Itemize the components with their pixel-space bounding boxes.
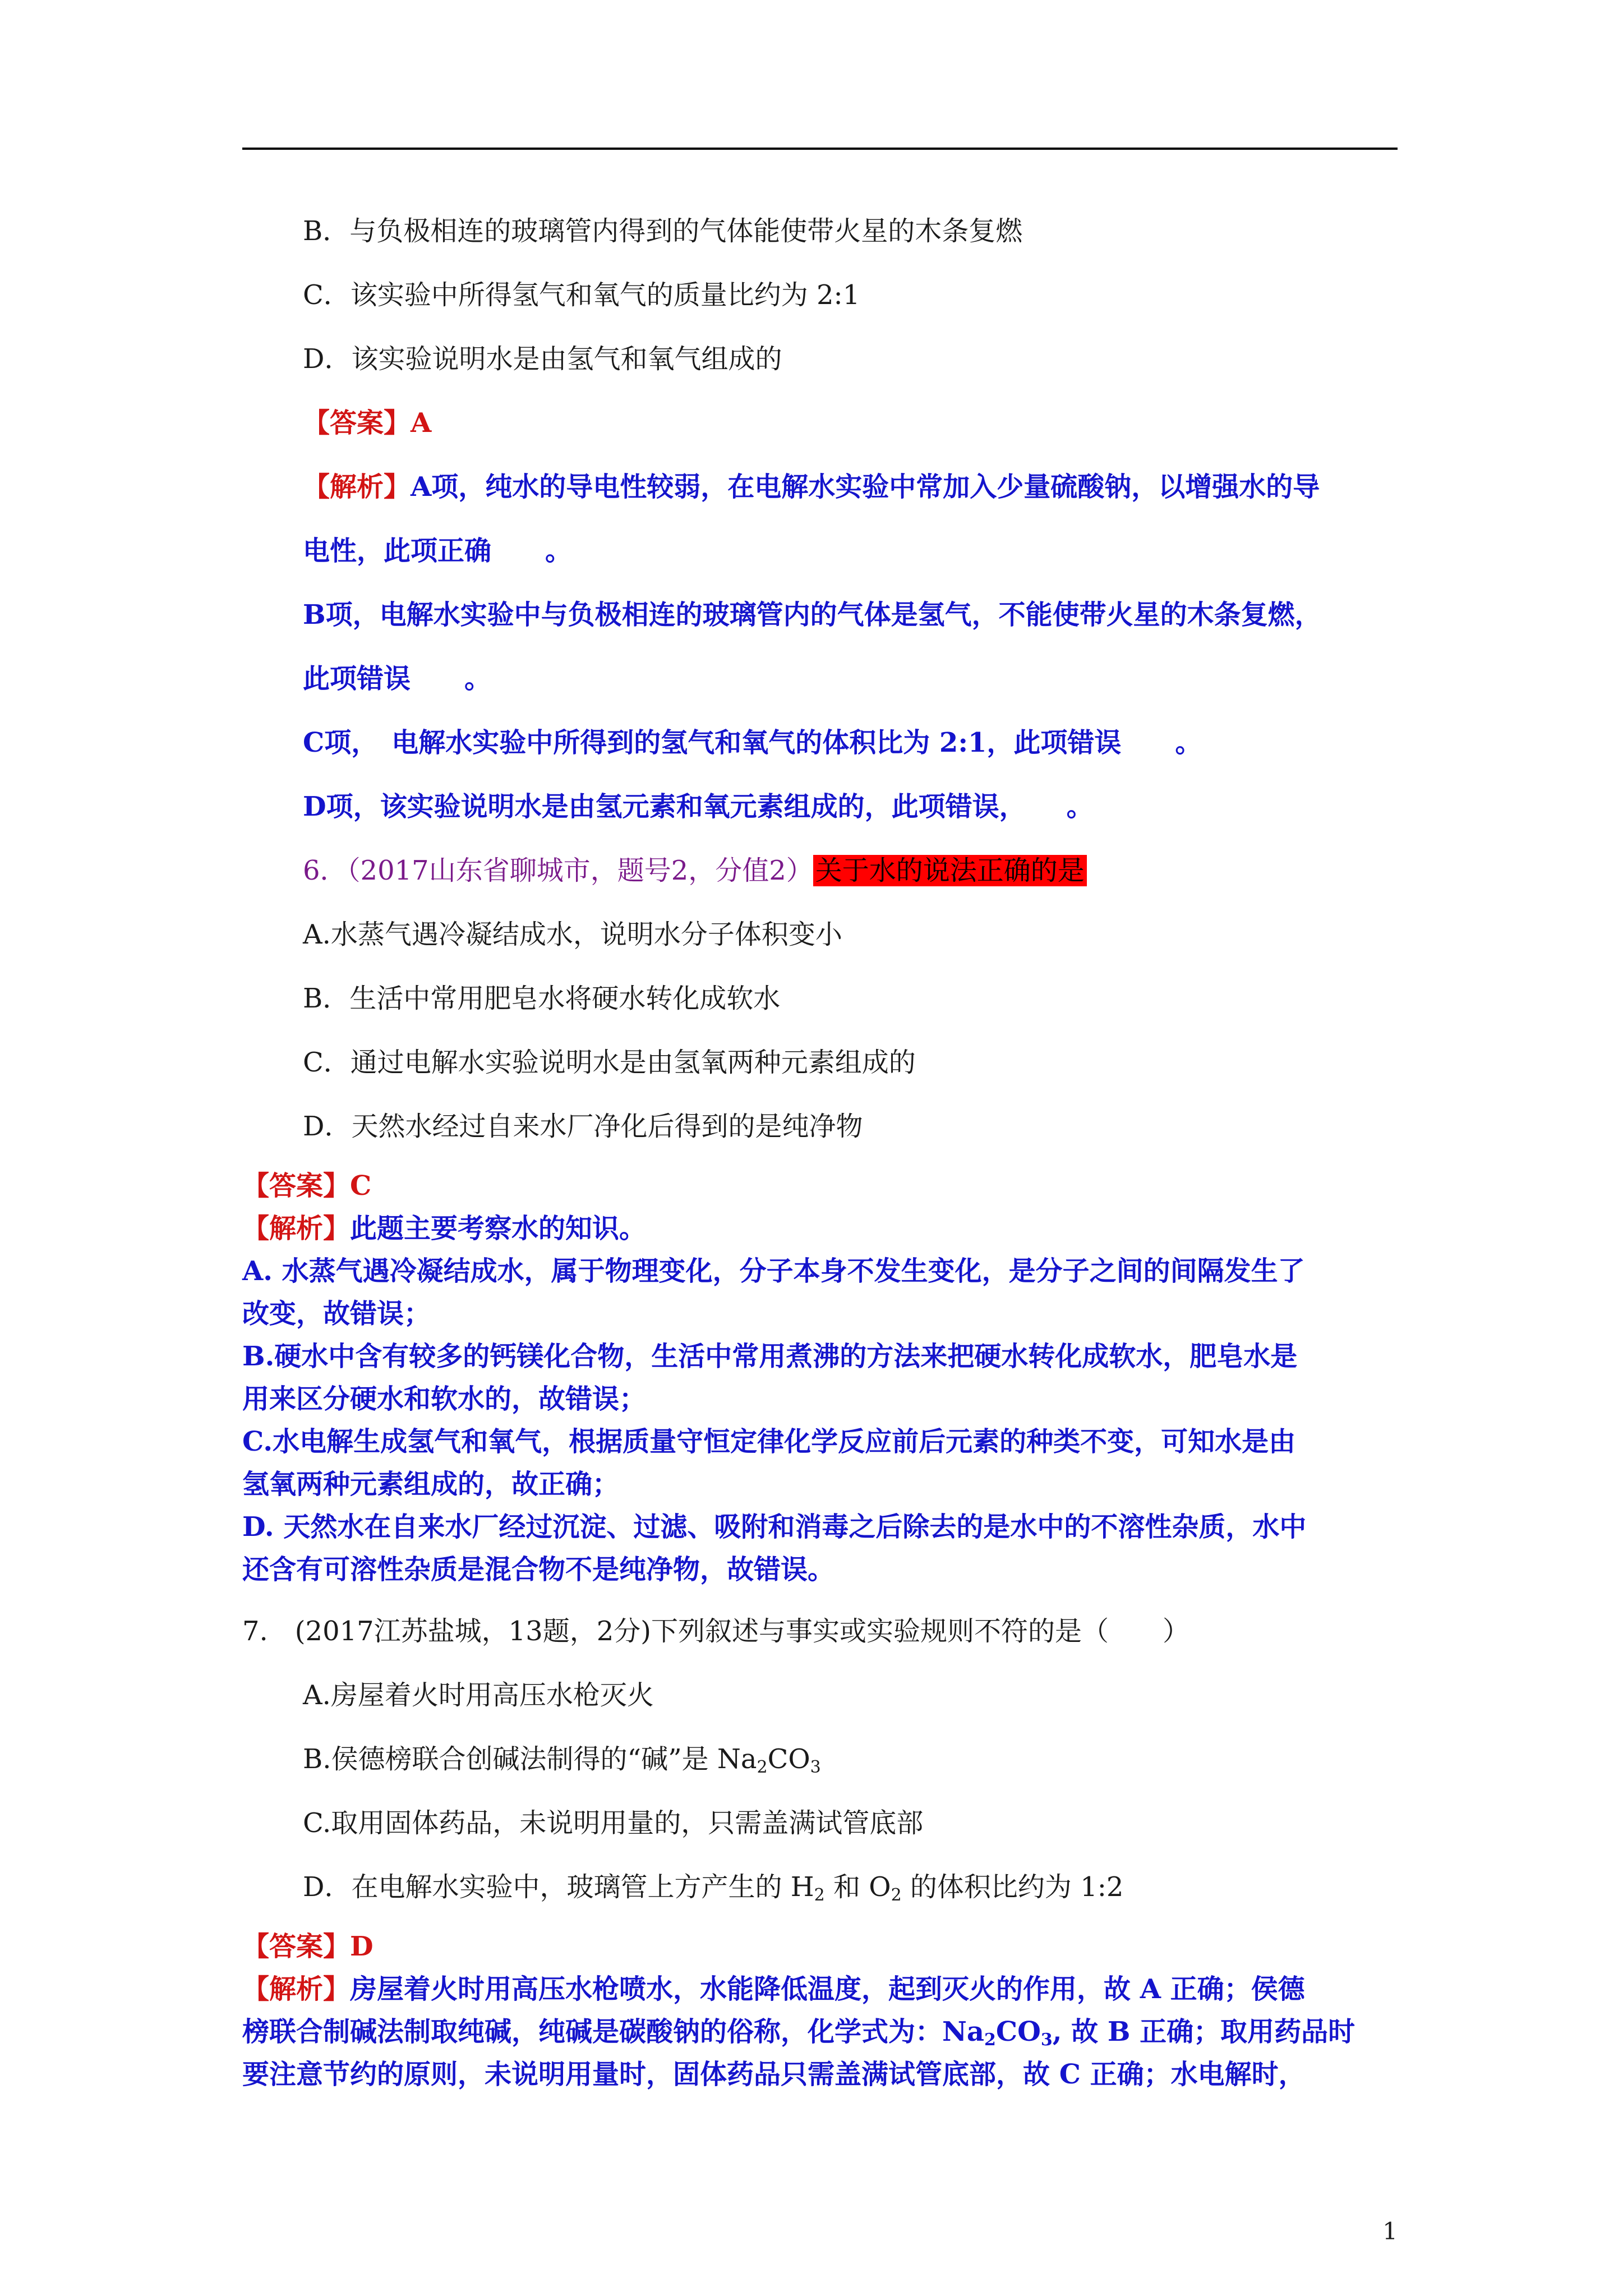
- q6-analysis-line: 【解析】此题主要考察水的知识。: [242, 1213, 647, 1244]
- answer-value: D: [350, 1931, 374, 1962]
- q5-analysis-line: 电性，此项正确 。: [303, 535, 573, 567]
- q7-analysis-line: 榜联合制碱法制取纯碱，纯碱是碳酸钠的俗称，化学式为：$Na_2CO_3$, 故 B 正确；取用药品时: [242, 2016, 1355, 2050]
- analysis-label: 【解析】: [303, 471, 411, 503]
- q6-option-d: D．天然水经过自来水厂净化后得到的是纯净物: [303, 1111, 863, 1142]
- q7-analysis-line: 【解析】房屋着火时用高压水枪喷水，水能降低温度，起到灭火的作用，故 A 正确；侯德: [242, 1973, 1305, 2005]
- q7-stem: 7. (2017江苏盐城，13题，2分)下列叙述与事实或实验规则不符的是（ ）: [242, 1616, 1190, 1647]
- answer-value: C: [350, 1170, 372, 1202]
- q6-analysis-line: D. 天然水在自来水厂经过沉淀、过滤、吸附和消毒之后除去的是水中的不溶性杂质，水中: [242, 1511, 1307, 1543]
- q5-analysis-line: C项， 电解水实验中所得到的氢气和氧气的体积比为 2:1，此项错误 。: [303, 727, 1202, 758]
- answer-label: 【答案】: [303, 407, 411, 439]
- q6-analysis-line: 用来区分硬水和软水的，故错误；: [242, 1383, 647, 1415]
- q7-option-d: D．在电解水实验中，玻璃管上方产生的 $H_2$ 和 $O_2$ 的体积比约为 1:2: [303, 1871, 1124, 1905]
- q6-analysis-line: 改变，故错误；: [242, 1298, 431, 1329]
- q5-option-b: B．与负极相连的玻璃管内得到的气体能使带火星的木条复燃: [303, 215, 1023, 247]
- q5-analysis-line: D项，该实验说明水是由氢元素和氧元素组成的，此项错误， 。: [303, 791, 1094, 822]
- question-stem-highlight: 关于水的说法正确的是: [813, 855, 1087, 886]
- analysis-label: 【解析】: [242, 1973, 351, 2005]
- q7-analysis-line: 要注意节约的原则，未说明用量时，固体药品只需盖满试管底部，故 C 正确；水电解时，: [242, 2059, 1306, 2090]
- answer-value: A: [411, 407, 432, 439]
- q7-option-c: C.取用固体药品，未说明用量的，只需盖满试管底部: [303, 1807, 924, 1839]
- q5-analysis-line: 【解析】A项，纯水的导电性较弱，在电解水实验中常加入少量硫酸钠，以增强水的导: [303, 471, 1320, 503]
- answer-label: 【答案】: [242, 1931, 351, 1962]
- q5-answer: [303, 405, 431, 441]
- q5-analysis-line: B项，电解水实验中与负极相连的玻璃管内的气体是氢气，不能使带火星的木条复燃，: [303, 599, 1322, 631]
- question-number: 6．: [303, 855, 347, 886]
- q5-option-c: C．该实验中所得氢气和氧气的质量比约为 2:1: [303, 279, 860, 311]
- q6-stem: [303, 853, 1087, 889]
- q6-analysis-line: C.水电解生成氢气和氧气，根据质量守恒定律化学反应前后元素的种类不变，可知水是由: [242, 1426, 1296, 1457]
- analysis-label: 【解析】: [242, 1213, 351, 1244]
- q5-option-d: D．该实验说明水是由氢气和氧气组成的: [303, 343, 782, 375]
- answer-label: 【答案】: [242, 1170, 351, 1202]
- page-number: 1: [1382, 2217, 1398, 2245]
- q5-analysis-line: 此项错误 。: [303, 663, 492, 694]
- q7-answer: [242, 1929, 374, 1964]
- q6-analysis-line: A. 水蒸气遇冷凝结成水，属于物理变化，分子本身不发生变化，是分子之间的间隔发生了: [242, 1255, 1305, 1287]
- q6-analysis-line: 氢氧两种元素组成的，故正确；: [242, 1469, 620, 1500]
- header-rule: [242, 148, 1398, 150]
- q7-option-b: B.侯德榜联合创碱法制得的“碱”是 $Na_2CO_3$: [303, 1743, 821, 1777]
- q7-option-a: A.房屋着火时用高压水枪灭火: [303, 1680, 654, 1711]
- q6-analysis-line: 还含有可溶性杂质是混合物不是纯净物，故错误。: [242, 1554, 835, 1585]
- q6-option-a: A.水蒸气遇冷凝结成水，说明水分子体积变小: [303, 919, 842, 950]
- q6-analysis-line: B.硬水中含有较多的钙镁化合物，生活中常用煮沸的方法来把硬水转化成软水，肥皂水是: [242, 1341, 1298, 1372]
- q6-option-c: C．通过电解水实验说明水是由氢氧两种元素组成的: [303, 1047, 916, 1078]
- q6-answer: [242, 1168, 371, 1204]
- question-source: （2017山东省聊城市，题号2，分值2）: [347, 855, 813, 886]
- q6-option-b: B．生活中常用肥皂水将硬水转化成软水: [303, 983, 781, 1014]
